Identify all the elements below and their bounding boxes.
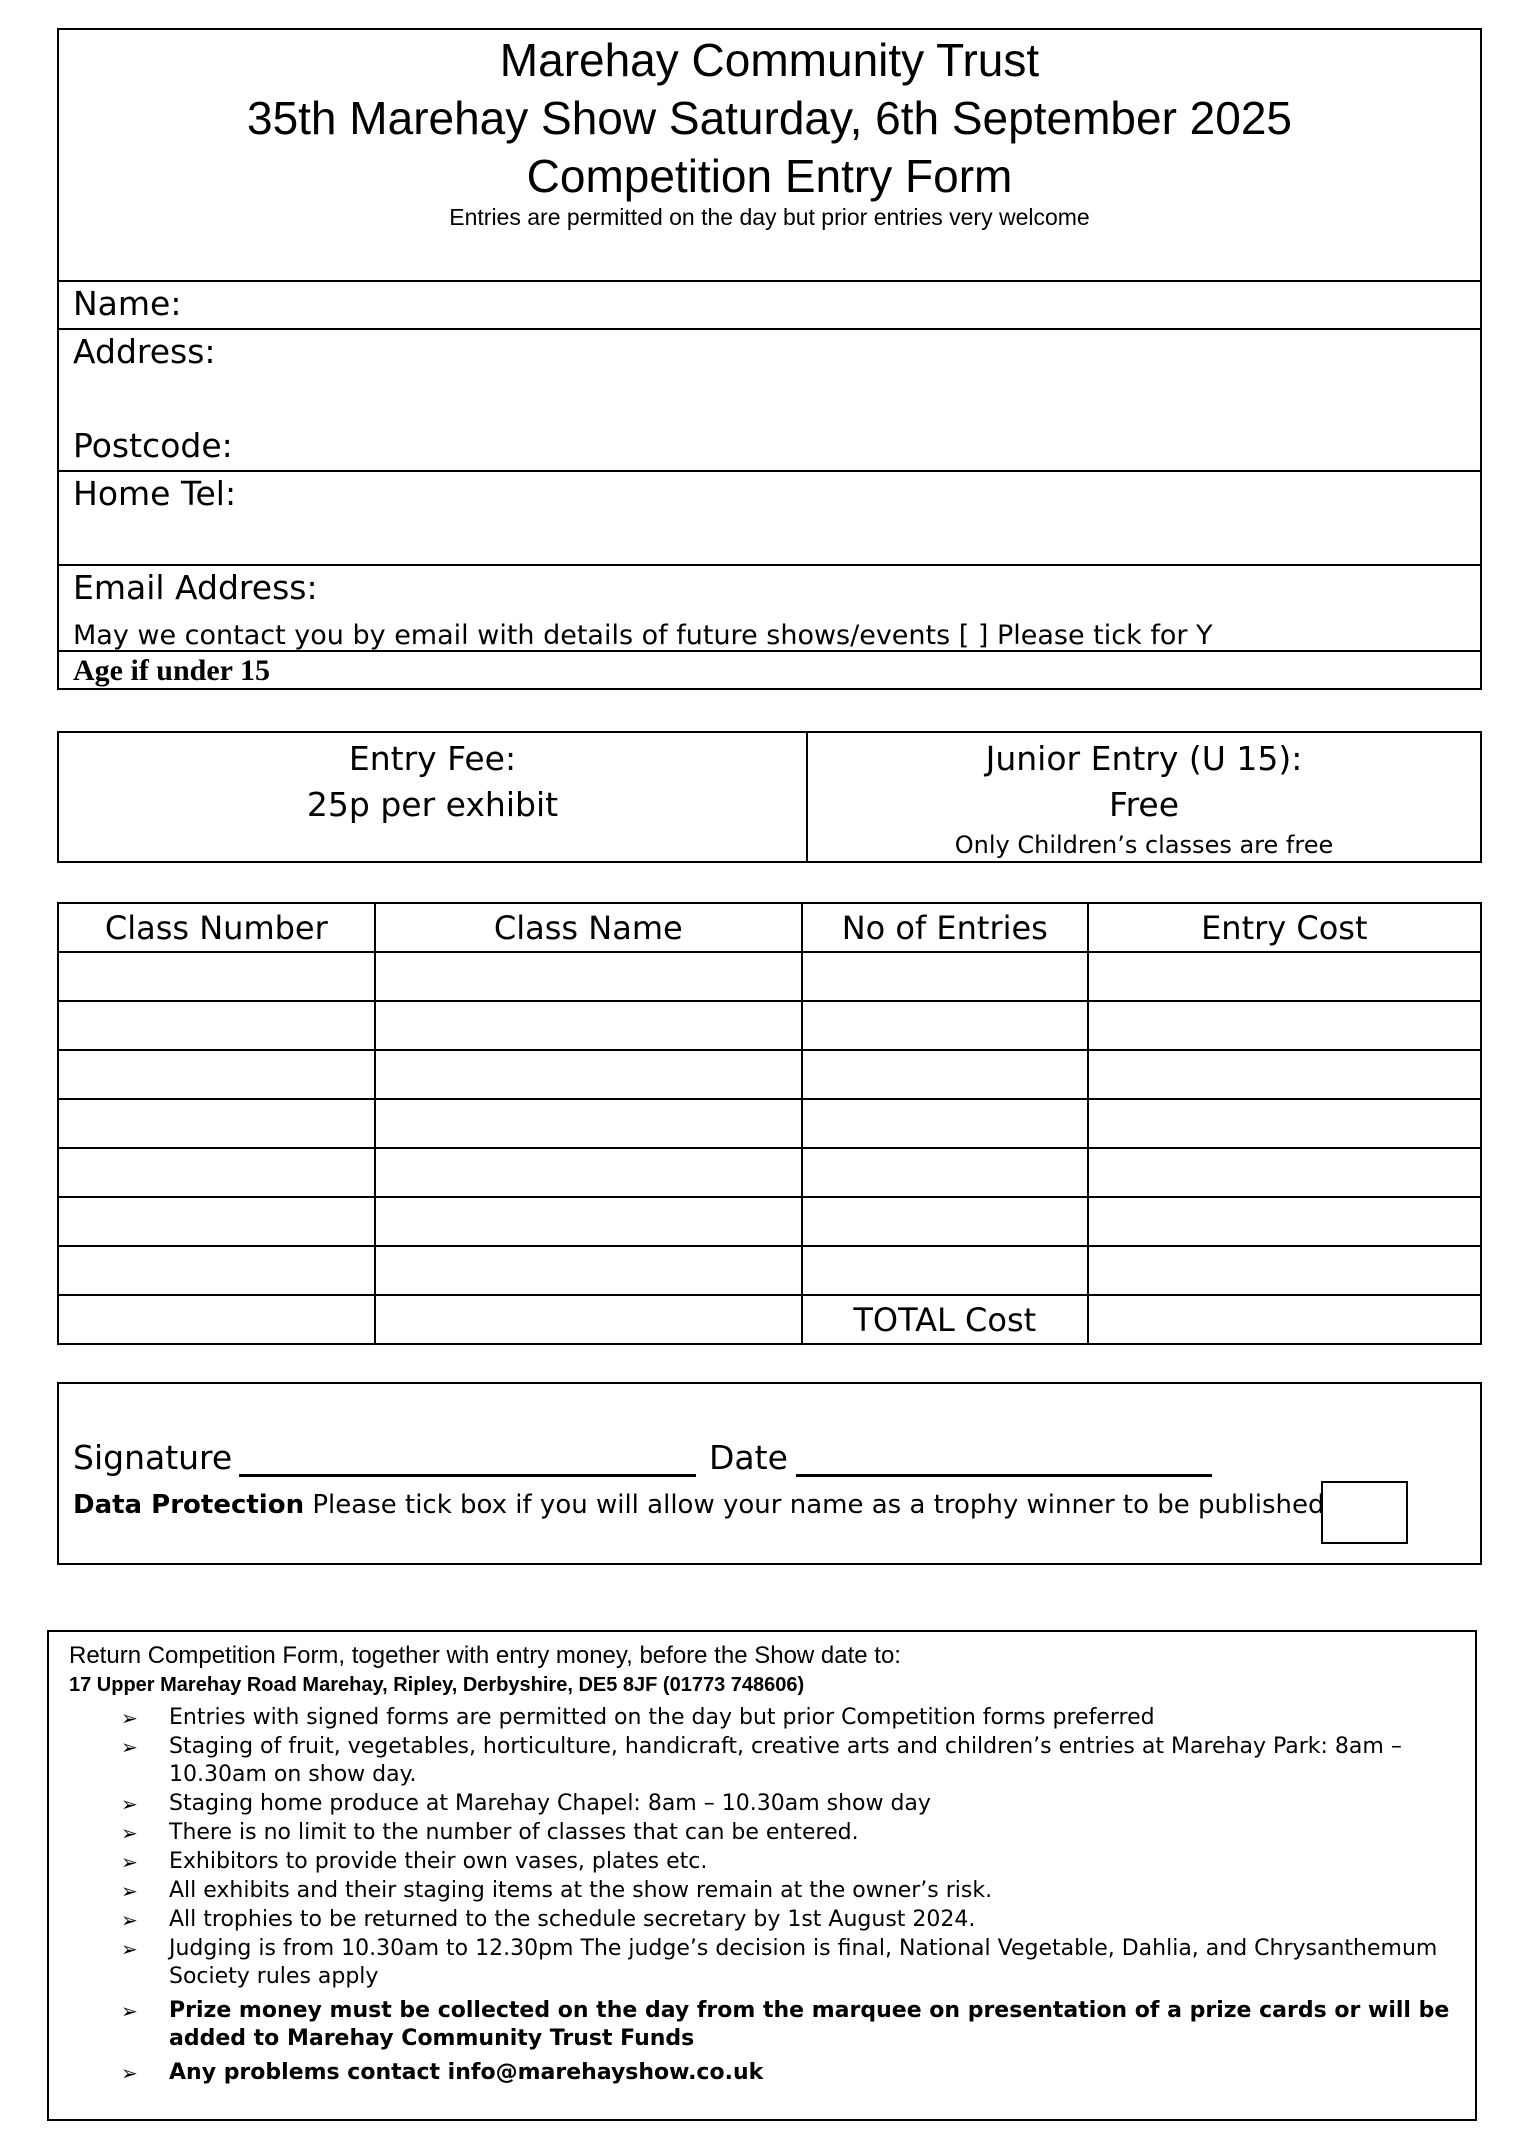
class-name-cell[interactable]	[375, 1197, 802, 1246]
entry-form-header	[57, 28, 1482, 690]
entries-note: Entries are permitted on the day but prior entries very welcome	[449, 204, 1090, 230]
total-cost-cell[interactable]	[1088, 1295, 1481, 1344]
rule-text: All exhibits and their staging items at the show remain at the owner’s risk.	[169, 1878, 993, 1903]
arrow-bullet-icon: ➢	[121, 1821, 138, 1845]
junior-entry-value: Free	[1108, 785, 1180, 824]
data-protection-consent: Please tick box if you will allow your name as a trophy winner to be published	[304, 1490, 1325, 1520]
rule-text: Any problems contact info@marehayshow.co.uk	[169, 2060, 764, 2085]
class-name-cell[interactable]	[375, 1148, 802, 1197]
entry-cost-cell[interactable]	[1088, 1050, 1481, 1099]
junior-entry-note: Only Children’s classes are free	[954, 831, 1334, 859]
rule-text: Staging home produce at Marehay Chapel: 8am – 10.30am show day	[169, 1791, 931, 1816]
total-cost-label: TOTAL Cost	[802, 1295, 1088, 1344]
return-address: 17 Upper Marehay Road Marehay, Ripley, Derbyshire, DE5 8JF (01773 748606)	[69, 1674, 805, 1696]
email-consent-text: May we contact you by email with details of future shows/events [ ] Please tick for Y	[73, 620, 1213, 651]
arrow-bullet-icon: ➢	[121, 2061, 138, 2085]
table-row	[58, 1246, 1481, 1295]
class-number-cell[interactable]	[58, 1246, 375, 1295]
entry-cost-cell[interactable]	[1088, 952, 1481, 1001]
return-info-box	[47, 1630, 1477, 2121]
entry-cost-cell[interactable]	[1088, 1099, 1481, 1148]
header-class-name: Class Name	[375, 903, 802, 952]
age-label: Age if under 15	[73, 654, 270, 687]
title-show: 35th Marehay Show Saturday, 6th September 2025	[246, 92, 1293, 144]
signature-label: Signature	[73, 1438, 233, 1477]
no-of-entries-cell[interactable]	[802, 1246, 1088, 1295]
postcode-label: Postcode:	[73, 426, 233, 465]
total-row	[58, 1295, 1481, 1344]
title-form: Competition Entry Form	[526, 150, 1013, 202]
signature-line[interactable]	[239, 1474, 696, 1477]
no-of-entries-cell[interactable]	[802, 1148, 1088, 1197]
entry-cost-cell[interactable]	[1088, 1001, 1481, 1050]
entry-fee-value: 25p per exhibit	[306, 785, 559, 824]
class-number-cell[interactable]	[58, 1197, 375, 1246]
rule-item	[121, 1704, 1461, 1732]
arrow-bullet-icon: ➢	[121, 1879, 138, 1903]
trophy-consent-checkbox[interactable]	[1321, 1481, 1408, 1544]
header-no-of-entries: No of Entries	[802, 903, 1088, 952]
class-name-cell[interactable]	[375, 1001, 802, 1050]
signature-box	[57, 1382, 1482, 1565]
no-of-entries-cell[interactable]	[802, 952, 1088, 1001]
no-of-entries-cell[interactable]	[802, 1197, 1088, 1246]
rule-text: Entries with signed forms are permitted on the day but prior Competition forms preferred	[169, 1705, 1155, 1730]
data-protection-bold: Data Protection	[73, 1490, 305, 1520]
rule-text: There is no limit to the number of classes that can be entered.	[169, 1820, 859, 1845]
rules-list	[121, 1704, 1461, 2088]
arrow-bullet-icon: ➢	[121, 1706, 138, 1730]
rule-item	[121, 1935, 1461, 1991]
rule-item	[121, 1997, 1461, 2053]
date-label: Date	[709, 1438, 788, 1477]
arrow-bullet-icon: ➢	[121, 1937, 138, 1961]
rule-text: Prize money must be collected on the day from the marquee on presentation of a prize cards or will be added to Marehay Community Trust Funds	[169, 1998, 1450, 2051]
class-number-cell[interactable]	[58, 952, 375, 1001]
class-name-cell[interactable]	[375, 952, 802, 1001]
table-header-row	[58, 903, 1481, 952]
title-organisation: Marehay Community Trust	[499, 34, 1040, 86]
table-row	[58, 1197, 1481, 1246]
entry-fee-title: Entry Fee:	[348, 739, 517, 778]
table-row	[58, 952, 1481, 1001]
class-name-cell[interactable]	[375, 1050, 802, 1099]
rule-text: Staging of fruit, vegetables, horticulture, handicraft, creative arts and children’s entries at Marehay Park: 8am – 10.30am on show day.	[169, 1734, 1402, 1787]
rule-item	[121, 1819, 1461, 1847]
divider	[59, 650, 1480, 652]
class-number-cell[interactable]	[58, 1148, 375, 1197]
divider	[59, 564, 1480, 566]
class-name-cell[interactable]	[375, 1099, 802, 1148]
table-row	[58, 1001, 1481, 1050]
fee-box	[57, 731, 1482, 863]
table-row	[58, 1148, 1481, 1197]
divider	[59, 280, 1480, 282]
rule-item	[121, 1877, 1461, 1905]
total-blank-cell	[375, 1295, 802, 1344]
entries-table	[57, 902, 1482, 1345]
class-name-cell[interactable]	[375, 1246, 802, 1295]
rule-text: All trophies to be returned to the schedule secretary by 1st August 2024.	[169, 1907, 976, 1932]
rule-item	[121, 1733, 1461, 1789]
rule-text: Judging is from 10.30am to 12.30pm The judge’s decision is final, National Vegetable, Dahlia, and Chrysanthemum Society rules apply	[169, 1936, 1438, 1989]
rule-item	[121, 1790, 1461, 1818]
no-of-entries-cell[interactable]	[802, 1050, 1088, 1099]
rule-text: Exhibitors to provide their own vases, plates etc.	[169, 1849, 708, 1874]
arrow-bullet-icon: ➢	[121, 1735, 138, 1759]
entry-cost-cell[interactable]	[1088, 1148, 1481, 1197]
entry-cost-cell[interactable]	[1088, 1197, 1481, 1246]
class-number-cell[interactable]	[58, 1001, 375, 1050]
address-label: Address:	[73, 332, 216, 371]
date-line[interactable]	[796, 1474, 1212, 1477]
home-tel-label: Home Tel:	[73, 474, 237, 513]
return-intro: Return Competition Form, together with entry money, before the Show date to:	[69, 1642, 901, 1669]
divider	[59, 470, 1480, 472]
header-class-number: Class Number	[58, 903, 375, 952]
data-protection-text	[73, 1490, 1325, 1520]
table-row	[58, 1050, 1481, 1099]
arrow-bullet-icon: ➢	[121, 1908, 138, 1932]
class-number-cell[interactable]	[58, 1099, 375, 1148]
divider	[59, 328, 1480, 330]
rule-item	[121, 1848, 1461, 1876]
junior-entry-title: Junior Entry (U 15):	[985, 739, 1303, 778]
no-of-entries-cell[interactable]	[802, 1099, 1088, 1148]
name-label: Name:	[73, 284, 182, 323]
arrow-bullet-icon: ➢	[121, 1850, 138, 1874]
header-entry-cost: Entry Cost	[1088, 903, 1481, 952]
email-label: Email Address:	[73, 568, 318, 607]
table-row	[58, 1099, 1481, 1148]
rule-item	[121, 1906, 1461, 1934]
no-of-entries-cell[interactable]	[802, 1001, 1088, 1050]
entry-cost-cell[interactable]	[1088, 1246, 1481, 1295]
rule-item	[121, 2059, 1461, 2087]
total-blank-cell	[58, 1295, 375, 1344]
arrow-bullet-icon: ➢	[121, 1999, 138, 2023]
arrow-bullet-icon: ➢	[121, 1792, 138, 1816]
class-number-cell[interactable]	[58, 1050, 375, 1099]
